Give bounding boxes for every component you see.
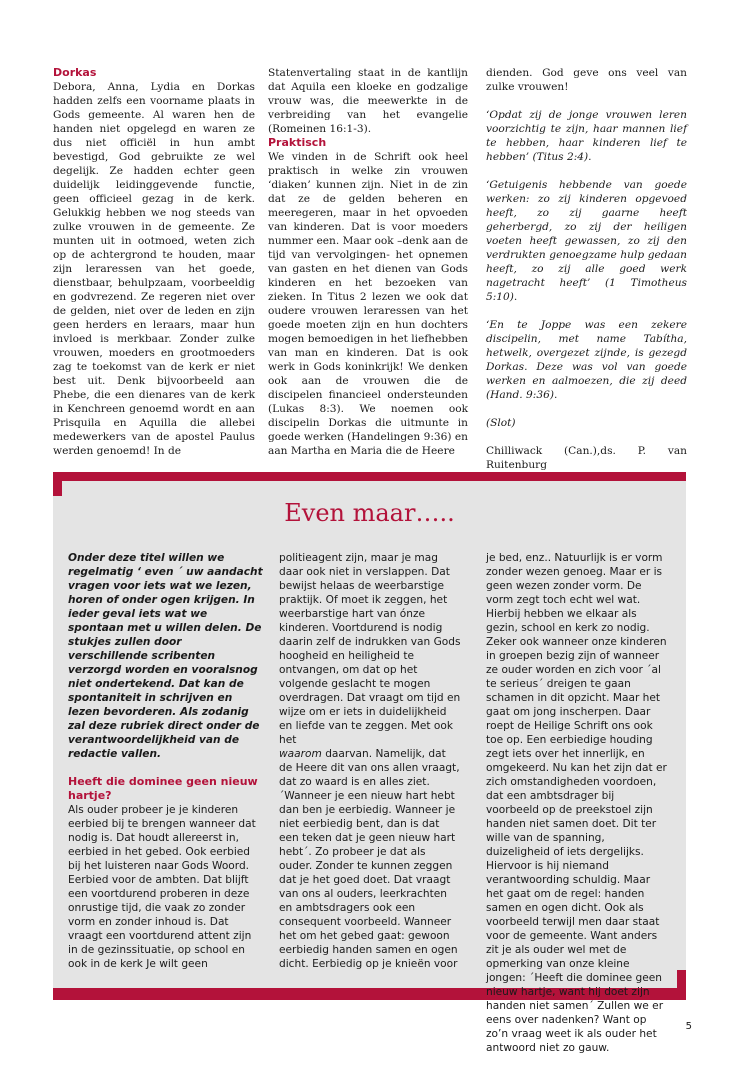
box-title: Even maar….. <box>284 499 455 527</box>
spacer <box>486 94 687 108</box>
box-right-tick <box>677 970 686 1000</box>
box-top-rule <box>53 472 686 481</box>
article-text-part-2: We vinden in de Schrift ook heel praktisch in welke zin vrouwen ‘diaken’ kunnen zijn. Niet in de zin dat ze de gelden beheren en meeregeren, maar in het opvoeden van kinderen. Dat is voor moeders nummer een. Maar ook –denk aan de tijd van vervolgingen- het opnemen van gasten en het dienen van Gods kinderen en het bezoeken van zieken. In Titus 2 lezen we ook dat oudere vrouwen leraressen van het goede moeten zijn en hun dochters mogen bemoedigen in het liefhebben van man en kinderen. Dat is ook werk in Gods koninkrijk! We denken ook aan de vrouwen die de discipelen financieel ondersteunden (Lukas 8:3). We noemen ook discipelin Dorkas die uitmunte in goede werken (Handelingen 9:36) en aan Martha en Maria die de Heere <box>268 151 468 457</box>
box-text-part-2-body: daarvan. Namelijk, dat de Heere dit van ons allen vraagt, dat zo waard is en alles ziet. ´Wanneer je een nieuw hart hebt dan ben je eerbiedig. Wanneer je niet eerbiedig bent, dan is dat een teken dat je geen nieuw hart hebt´. Zo probeer je dat als ouder. Zonder te kunnen zeggen dat je het goed doet. Dat vraagt van ons al ouders, leerkrachten en ambtsdragers ook een consequent voorbeeld. Wanneer het om het gebed gaat: gewoon eerbiedig handen samen en ogen dicht. Eerbiedig op je knieën voor <box>279 748 460 970</box>
slot-note: (Slot) <box>486 417 516 429</box>
article-heading: Dorkas <box>53 66 97 79</box>
quote-titus: ‘Opdat zij de jonge vrouwen leren voorzichtig te zijn, haar mannen lief te hebben, haar kinderen lief te hebben’ (Titus 2:4). <box>486 109 687 163</box>
quote-timotheus: ‘Getuigenis hebbende van goede werken: zo zij kinderen opgevoed heeft, zo zij gaarne heeft geherbergd, zo zij der heiligen voeten heeft gewassen, zo zij den verdrukten genoegzame hulp gedaan heeft, zo zij alle goed werk nagetracht heeft’ (1 Timotheus 5:10). <box>486 179 687 303</box>
box-text-part-1-continued: politieagent zijn, maar je mag daar ook niet in verslappen. Dat bewijst helaas de weerbarstige praktijk. Of moet ik zeggen, het weerbarstige hart van ónze kinderen. Voortdurend is nodig daarin zelf de indrukken van Gods hoogheid en heiligheid te ontvangen, om dat op het volgende geslacht te mogen overdragen. Dat vraagt om tijd en wijze om er iets in duidelijkheid en liefde van te zeggen. Met ook het <box>279 552 461 746</box>
article-text-part-1-continued: Statenvertaling staat in de kantlijn dat Aquila een kloeke en godzalige vrouw was, die meewerkte in de verbreiding van het evangelie (Romeinen 16:1-3). <box>268 67 468 135</box>
box-intro: Onder deze titel willen we regelmatig ‘ even ´ uw aandacht vragen voor iets wat we lezen, horen of onder ogen krijgen. In ieder geval iets wat we spontaan met u willen delen. De stukjes zullen door verschillende scribenten verzorgd worden en vooralsnog niet ondertekend. Dat kan de spontaniteit in schrijven en lezen bevorderen. Als zodanig zal deze rubriek direct onder de verantwoordelijkheid van de redactie vallen. <box>68 552 263 760</box>
article-column-2 <box>268 66 468 458</box>
box-text-part-1: Als ouder probeer je je kinderen eerbied bij te brengen wanneer dat nodig is. Dat houdt allereerst in, eerbied in het gebed. Ook eerbied bij het luisteren naar Gods Woord. Eerbied voor de ambten. Dat blijft een voortdurend proberen in deze onrustige tijd, die vaak zo zonder vorm en zonder inhoud is. Dat vraagt een voortdurend attent zijn in de gezinssituatie, op school en ook in de kerk Je wilt geen <box>68 804 256 970</box>
box-column-1 <box>68 551 264 971</box>
box-italic-word: waarom <box>279 748 322 760</box>
section-heading-praktisch: Praktisch <box>268 136 327 149</box>
box-left-tick <box>53 472 62 496</box>
quote-handelingen: ‘En te Joppe was een zekere discipelin, met name Tabítha, hetwelk, overgezet zijnde, is gezegd Dorkas. Deze was vol van goede werken en aalmoezen, die zij deed (Hand. 9:36). <box>486 319 687 401</box>
article-column-1 <box>53 66 255 458</box>
box-text-part-2 <box>279 747 462 971</box>
box-heading: Heeft die dominee geen nieuw hartje? <box>68 775 258 802</box>
article-column-3 <box>486 66 687 472</box>
article-text-part-1: Debora, Anna, Lydia en Dorkas hadden zelfs een voorname plaats in Gods gemeente. Al waren hen de handen niet opgelegd en waren ze dus niet officiël in hun ambt bevestigd, God gebruikte ze wel degelijk. Ze hadden echter geen duidelijk leidinggevende functie, geen officieel gezag in de kerk. Gelukkig hebben we nog steeds van zulke vrouwen in de gemeente. Ze munten uit in ootmoed, weten zich op de achtergrond te houden, maar zijn leraressen van het goede, dienstbaar, behulpzaam, voorbeeldig en godvrezend. Ze regeren niet over de gelden, niet over de leden en zijn geen herders en leraars, maar hun invloed is merkbaar. Zonder zulke vrouwen, moeders en grootmoeders zag te toekomst van de kerk er niet best uit. Denk bijvoorbeeld aan Phebe, die een dienares van de kerk in Kenchreen genoemd wordt en aan Prisquila en Aquilla die allebei medewerkers van de apostel Paulus werden genoemd! In de <box>53 81 255 457</box>
page-number: 5 <box>685 1021 692 1032</box>
article-text-part-2-continued: dienden. God geve ons veel van zulke vrouwen! <box>486 67 687 93</box>
box-column-3 <box>486 551 670 1055</box>
box-column-2 <box>279 551 462 971</box>
box-text-part-3: je bed, enz.. Natuurlijk is er vorm zonder wezen genoeg. Maar er is geen wezen zonder vorm. De vorm zegt toch echt wel wat. Hierbij hebben we elkaar als gezin, school en kerk zo nodig. Zeker ook wanneer onze kinderen in groepen bezig zijn of wanneer ze ouder worden en zich voor ´al te serieus´ dreigen te gaan schamen in dit opzicht. Maar het gaat om jong inscherpen. Daar roept de Heilige Schrift ons ook toe op. Een eerbiedige houding zegt iets over het innerlijk, en omgekeerd. Nu kan het zijn dat er zich omstandigheden voordoen, dat een ambtsdrager bij voorbeeld op de preekstoel zijn handen niet samen doet. Dit ter wille van de spanning, duizeligheid of iets dergelijks. Hiervoor is hij niemand verantwoording schuldig. Maar het gaat om de regel: handen samen en ogen dicht. Ook als voorbeeld terwijl men daar staat voor de gemeente. Want anders zit je als ouder wel met de opmerking van onze kleine jongen: ´Heeft die dominee geen nieuw hartje, want hij doet zijn handen niet samen´ Zullen we er eens over nadenken? Want op zo’n vraag weet ik als ouder het antwoord niet zo gauw. <box>486 552 667 1054</box>
author-signature: Chilliwack (Can.),ds. P. van Ruitenburg <box>486 445 687 471</box>
